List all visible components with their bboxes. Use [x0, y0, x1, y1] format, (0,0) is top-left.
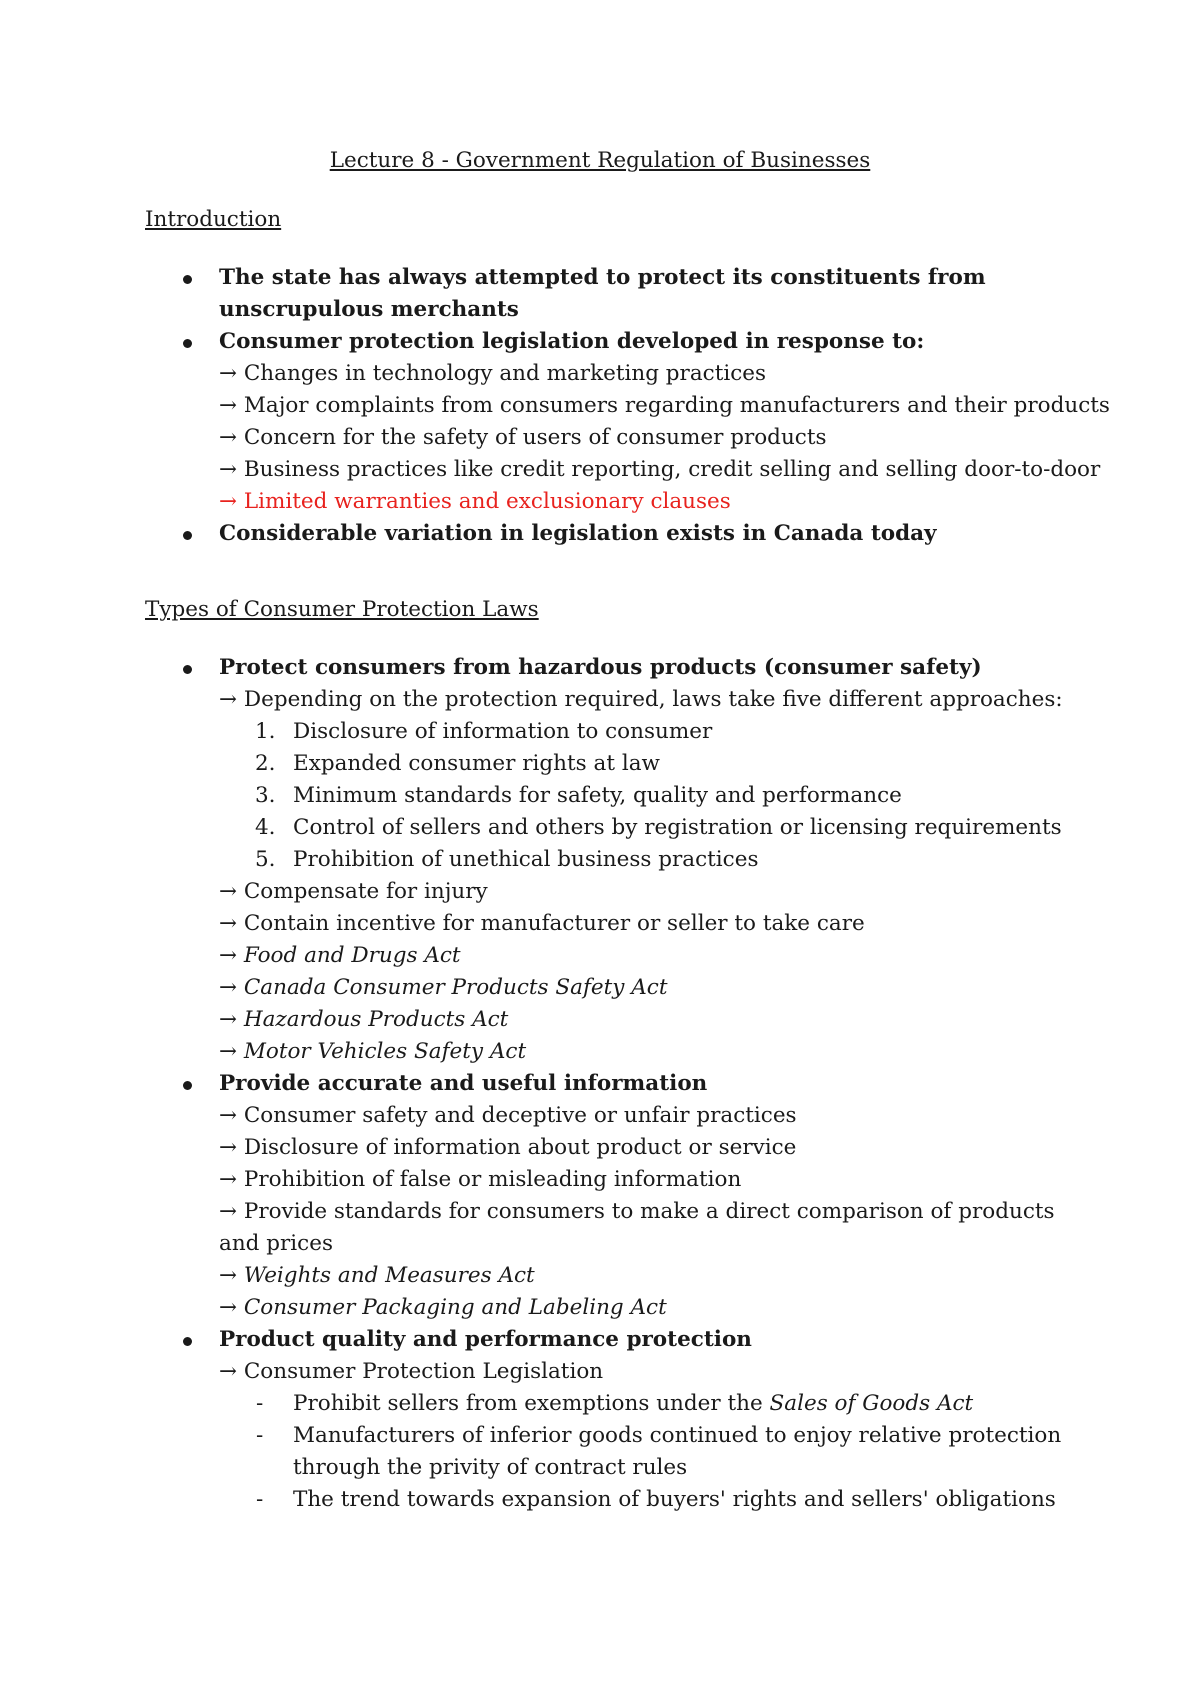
arrow-icon: →: [219, 1295, 238, 1320]
dash-item: [145, 1484, 1080, 1516]
reason-text-highlighted: Limited warranties and exclusionary clauses: [243, 489, 731, 514]
item-text: Control of sellers and others by registration or licensing requirements: [293, 815, 1062, 840]
list-item: [145, 972, 1080, 1004]
item-text: Expanded consumer rights at law: [293, 751, 660, 776]
act-name: Sales of Goods Act: [769, 1391, 974, 1416]
bullet-icon: [183, 665, 192, 674]
page-title: Lecture 8 - Government Regulation of Businesses: [329, 148, 871, 173]
bullet-text: Protect consumers from hazardous products (consumer safety): [219, 655, 982, 680]
item-text: The trend towards expansion of buyers' rights and sellers' obligations: [293, 1487, 1056, 1512]
list-item: [145, 908, 1080, 940]
reason-text: Business practices like credit reporting, credit selling and selling door-to-door: [243, 457, 1101, 482]
item-number: 3.: [255, 783, 276, 808]
arrow-icon: →: [219, 1263, 238, 1288]
list-item: [145, 358, 1080, 390]
list-item: [145, 326, 1080, 358]
bullet-icon: [183, 275, 192, 284]
point-text: Disclosure of information about product or service: [243, 1135, 797, 1160]
arrow-icon: →: [219, 879, 238, 904]
types-list: [145, 652, 1080, 1516]
point-text: Consumer safety and deceptive or unfair practices: [243, 1103, 797, 1128]
item-text: Minimum standards for safety, quality and performance: [293, 783, 902, 808]
arrow-icon: →: [219, 425, 238, 450]
dash-marker: -: [256, 1423, 264, 1448]
act-name: Food and Drugs Act: [243, 943, 461, 968]
arrow-icon: →: [219, 489, 238, 514]
item-number: 4.: [255, 815, 276, 840]
point-text: Provide standards for consumers to make a direct comparison of products and prices: [219, 1199, 1055, 1256]
list-item: [145, 1164, 1080, 1196]
act-name: Hazardous Products Act: [243, 1007, 509, 1032]
arrow-icon: →: [219, 943, 238, 968]
list-item: [145, 1324, 1080, 1356]
act-name: Consumer Packaging and Labeling Act: [243, 1295, 667, 1320]
item-text: Prohibition of unethical business practices: [293, 847, 759, 872]
point-text: Contain incentive for manufacturer or seller to take care: [243, 911, 865, 936]
list-item: [145, 1068, 1080, 1100]
arrow-icon: →: [219, 1359, 238, 1384]
numbered-item: [145, 812, 1080, 844]
introduction-list: [145, 262, 1110, 550]
point-text: Consumer Protection Legislation: [243, 1359, 604, 1384]
list-item: [145, 684, 1080, 716]
dash-marker: -: [256, 1487, 264, 1512]
point-text: Compensate for injury: [243, 879, 488, 904]
list-item: [145, 1100, 1080, 1132]
arrow-icon: →: [219, 1039, 238, 1064]
act-name: Weights and Measures Act: [243, 1263, 535, 1288]
item-number: 2.: [255, 751, 276, 776]
dash-item: [145, 1420, 1080, 1484]
dash-item: [145, 1388, 1080, 1420]
bullet-text: The state has always attempted to protect its constituents from unscrupulous merchants: [219, 265, 986, 322]
bullet-icon: [183, 531, 192, 540]
list-item: [145, 1036, 1080, 1068]
list-item: [145, 876, 1080, 908]
list-item: [145, 1004, 1080, 1036]
list-item: [145, 518, 1080, 550]
list-item: [145, 1132, 1080, 1164]
bullet-icon: [183, 1337, 192, 1346]
list-item: [145, 1260, 1080, 1292]
act-name: Canada Consumer Products Safety Act: [243, 975, 668, 1000]
bullet-text: Considerable variation in legislation exists in Canada today: [219, 521, 937, 546]
list-item: [145, 1196, 1080, 1260]
arrow-icon: →: [219, 457, 238, 482]
arrow-icon: →: [219, 911, 238, 936]
bullet-text: Consumer protection legislation developed in response to:: [219, 329, 925, 354]
list-item: [145, 486, 1080, 518]
numbered-item: [145, 780, 1080, 812]
bullet-text: Product quality and performance protection: [219, 1327, 752, 1352]
list-item: [145, 454, 1101, 486]
arrow-icon: →: [219, 1103, 238, 1128]
reason-text: Concern for the safety of users of consumer products: [243, 425, 827, 450]
item-text: Disclosure of information to consumer: [293, 719, 713, 744]
arrow-icon: →: [219, 1135, 238, 1160]
point-text: Depending on the protection required, laws take five different approaches:: [243, 687, 1063, 712]
list-item: [145, 1356, 1080, 1388]
numbered-item: [145, 844, 1080, 876]
arrow-icon: →: [219, 975, 238, 1000]
arrow-icon: →: [219, 393, 238, 418]
arrow-icon: →: [219, 1007, 238, 1032]
reason-text: Changes in technology and marketing practices: [243, 361, 767, 386]
arrow-icon: →: [219, 1167, 238, 1192]
act-name: Motor Vehicles Safety Act: [243, 1039, 527, 1064]
item-text: Prohibit sellers from exemptions under the: [293, 1391, 770, 1416]
bullet-icon: [183, 339, 192, 348]
list-item: [145, 422, 1080, 454]
numbered-item: [145, 716, 1080, 748]
arrow-icon: →: [219, 1199, 238, 1224]
point-text: Prohibition of false or misleading information: [243, 1167, 742, 1192]
list-item: [145, 652, 1080, 684]
section-heading-types: Types of Consumer Protection Laws: [145, 597, 539, 622]
bullet-text: Provide accurate and useful information: [219, 1071, 708, 1096]
arrow-icon: →: [219, 361, 238, 386]
list-item: [145, 390, 1110, 422]
item-text: Manufacturers of inferior goods continued to enjoy relative protection through the privity of contract rules: [293, 1423, 1062, 1480]
item-number: 1.: [255, 719, 276, 744]
arrow-icon: →: [219, 687, 238, 712]
bullet-icon: [183, 1081, 192, 1090]
dash-marker: -: [256, 1391, 264, 1416]
list-item: [145, 1292, 1080, 1324]
item-number: 5.: [255, 847, 276, 872]
section-heading-introduction: Introduction: [145, 207, 282, 232]
list-item: [145, 262, 1080, 326]
numbered-item: [145, 748, 1080, 780]
list-item: [145, 940, 1080, 972]
reason-text: Major complaints from consumers regarding manufacturers and their products: [243, 393, 1110, 418]
